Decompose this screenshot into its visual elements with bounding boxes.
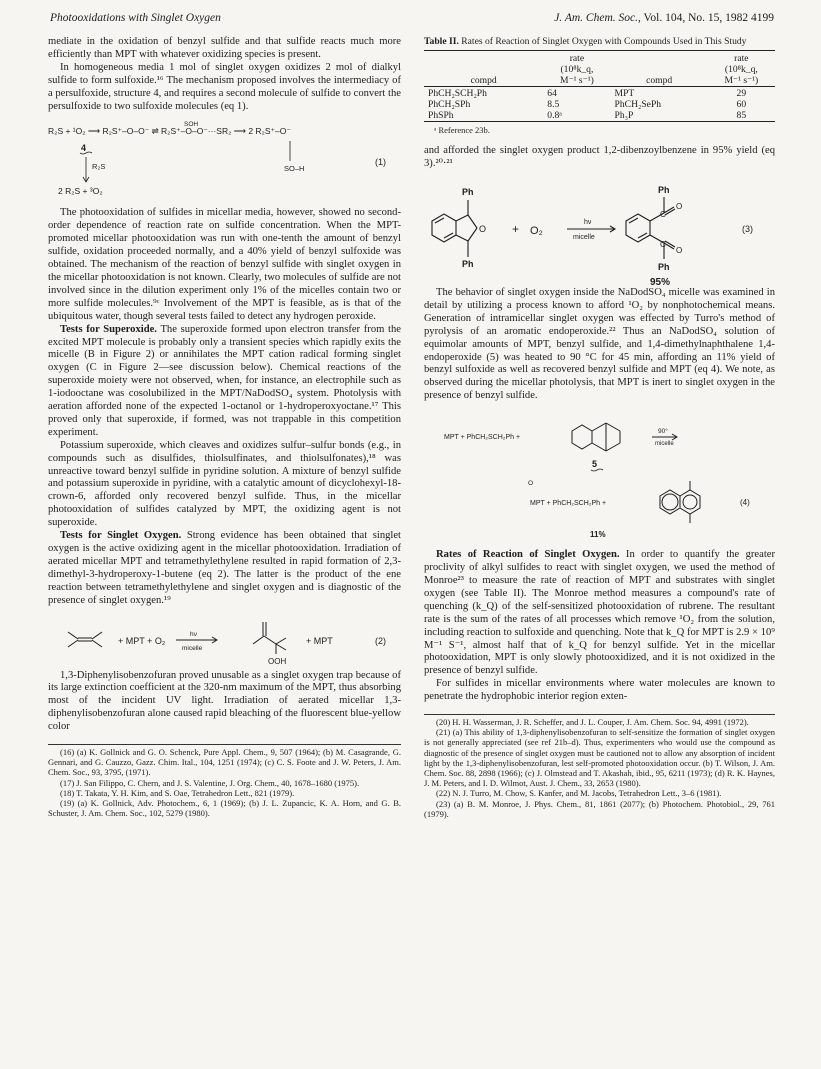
equation-4: [424, 411, 775, 549]
running-header: [50, 12, 774, 28]
table-cell: PhCH₂SCH₂Ph: [428, 88, 487, 99]
table-cell: PhCH₂SPh: [428, 99, 471, 110]
subheading: Rates of Reaction of Singlet Oxygen.: [436, 549, 620, 561]
eq2-reagents: + MPT + O₂: [118, 635, 166, 646]
paragraph-singlet: Tests for Singlet Oxygen. Strong evidence has been obtained that singlet oxygen is the active oxidizing agent in the micellar photooxidation. Irradiation of aerated micellar MPT and tetramethylethylene resulted in rapid formation of 2,3-dimethyl-3-hydroperoxy-1-butene (eq 2). The latter is the product of the ene reaction between tetramethylethylene and singlet oxygen and is diagnostic of the presence of singlet oxygen.¹⁹: [48, 530, 402, 606]
structure-5-label: 5: [592, 459, 598, 470]
equation-3: [424, 175, 775, 287]
ph-label: Ph: [462, 259, 474, 270]
table-footnote: ᵃ Reference 23b.: [434, 125, 490, 135]
table-row: [424, 110, 775, 122]
table-header-row: [424, 53, 775, 87]
eq1-line1: R₂S + ¹O₂ ⟶ R₂S⁺–O–O⁻ ⇌ R₂S⁺–O–O⁻···SR₂ ⟶ 2 R₂S⁺–O⁻: [48, 126, 291, 137]
paragraph-rates: Rates of Reaction of Singlet Oxygen. In order to quantify the greater proclivity of alkyl sulfides to react with singlet oxygen, we used the method of Monroe²³ to measure the rate of reaction of MPT and substrates with singlet oxygen (see Table II). The Monroe method measures a compound's rate of quenching (k_Q) of the self-sensitized photooxidation of rubrene. The resultant rate is the sum of the rates of all processes which remove ¹O₂ from the solution, including reaction to sulfoxide and quenching. Note that k_Q for MPT is 2.9 × 10⁹ M⁻¹ S⁻¹, almost half that of k_Q for benzyl sulfide. Yet in the micellar photooxidation, MPT is only slowly photooxidized, and it is not oxidized in the presence of benzyl sulfide.: [424, 549, 775, 677]
eq1-line2: 2 R₂S + ³O₂: [58, 186, 103, 197]
equation-number: (4): [740, 498, 750, 508]
eq4-temp: 90°: [658, 428, 668, 436]
micelle-label: micelle: [573, 234, 595, 242]
c-label: C: [660, 210, 666, 220]
paragraph: The photooxidation of sulfides in micellar media, however, showed no second-order dependence of reaction rate on sulfide concentration. When the MPT-promoted micellar photooxidation was run with one-tenth the amount of benzyl sulfide, oxidation proceeded normally, and a 40% yield of benzyl sulfoxide was obtained. The mechanism of the reaction of benzyl sulfide with singlet oxygen in the micellar photooxidation is not known. Clearly, two molecules of sulfide are not involved since in the dilution experiment only 1% of the micelles contain two or more sulfide molecules.⁹ᶜ Involvement of the MPT is feasible, as is that of the ubiquitous water, though several tests failed to detect any hydrogen peroxide.: [48, 207, 401, 322]
header-title: Photooxidations with Singlet Oxygen: [50, 12, 221, 24]
table-cell: PhSPh: [428, 110, 454, 121]
footnote: (23) (a) B. M. Monroe, J. Phys. Chem., 81, 1861 (2077); (b) Photochem. Photobiol., 29, 761 (1979).: [424, 798, 775, 819]
eq2-ooh: OOH: [268, 656, 287, 666]
footnote: (17) J. San Filippo, C. Chern, and J. S. Valentine, J. Org. Chem., 40, 1678–1680 (1975).: [60, 777, 360, 788]
footnote: (21) (a) This ability of 1,3-diphenylisobenzofuran to self-sensitize the formation of singlet oxygen is not generally appreciated (see ref 21b–d). Thus, experimenters who would use the compound as diagnostic of the presence of singlet oxygen must be cautioned not to allow any absorption of incident light by the 1,3-diphenylisobenzofuran, lest self-promoted photooxidation occur. (b) T. Wilson, J. Am. Chem. Soc. 88, 2898 (1966); (c) J. Olmstead and T. Akashah, ibid., 95, 6211 (1973); (d) R. K. Haynes, J. M. Peters, and I. D. Wilmot, Aust. J. Chem., 33, 2653 (1980).: [424, 727, 775, 789]
equation-number: (1): [375, 157, 386, 168]
paragraph: In homogeneous media 1 mol of singlet oxygen oxidizes 2 mol of dialkyl sulfide to form sulfoxide.¹⁶ The mechanism proposed involves the intermediacy of a persulfoxide, structure 4, and requires a second molecule of sulfide to convert the persulfoxide to two sulfoxide molecules (eq 1).: [48, 61, 401, 112]
equation-2: [48, 618, 401, 666]
table-caption: Table II. Rates of Reaction of Singlet Oxygen with Compounds Used in This Study: [424, 36, 747, 47]
eq1-over-arrow: SOH: [184, 121, 199, 129]
table-cell: 64: [547, 88, 557, 99]
eq4-o: O: [528, 480, 534, 488]
column-header: compd: [470, 75, 497, 86]
paragraph: Potassium superoxide, which cleaves and oxidizes sulfur–sulfur bonds (e.g., in compounds such as disulfides, thiolsulfinates, and thiolsulfonates),¹⁸ was unreactive toward benzyl sulfide in pyridine solution. A mixture of benzyl sulfide and potassium superoxide in pyridine, with a catalytic amount of dicyclohexyl-18-crown-6, afforded only recovered benzyl sulfide. Thus, in the micellar photooxidation of sulfides catalyzed by MPT, the oxidizing agent is not superoxide.: [48, 439, 401, 529]
table-row: [424, 99, 775, 110]
table-cell: 29: [736, 88, 747, 99]
journal-name: J. Am. Chem. Soc.,: [554, 12, 641, 24]
eq4-products: MPT + PhCH₂SCH₂Ph +: [530, 500, 607, 508]
table-cell: MPT: [614, 88, 635, 99]
ph-label: Ph: [658, 262, 670, 273]
ph-label: Ph: [462, 187, 474, 198]
equation-3-drawing: [424, 175, 775, 287]
equation-number: (3): [742, 224, 753, 235]
yield-label: 95%: [650, 277, 671, 288]
structure-4-label: 4: [81, 143, 87, 154]
equation-number: (2): [375, 635, 386, 646]
footnote-rule: [48, 744, 401, 745]
column-header: rate (10⁸k_q, M⁻¹ s⁻¹): [560, 53, 594, 86]
ph-label: Ph: [658, 185, 670, 196]
paragraph: 1,3-Diphenylisobenzofuran proved unusable as a singlet oxygen trap because of its large extinction coefficient at the 320-nm maximum of the MPT, thus absorbing most of the incident UV light. Irradiation of aerated micellar 1,3-diphenylisobenzofuran alone caused rapid bleaching of the fluorescent blue-yellow color: [48, 669, 401, 733]
table-cell: 0.8ᵃ: [547, 110, 562, 121]
hv-label: hν: [584, 219, 592, 227]
footnote: (20) H. H. Wasserman, J. R. Scheffer, and J. L. Couper, J. Am. Chem. Soc. 94, 4991 (1972).: [436, 717, 749, 728]
footnote: (19) (a) K. Gollnick, Adv. Photochem., 6, 1 (1969); (b) J. L. Zupancic, K. A. Horn, and G. B. Schuster, J. Am. Chem. Soc., 102, 5279 (1980).: [48, 798, 401, 819]
plus-sign: +: [512, 222, 520, 237]
column-header: rate (10⁸k_q, M⁻¹ s⁻¹): [724, 53, 759, 86]
footnote: (16) (a) K. Gollnick and G. O. Schenck, Pure Appl. Chem., 9, 507 (1964); (b) M. Casagrande, G. Gennari, and G. Cauzzo, Gazz. Chim. Ital., 104, 1251 (1974); (c) C. S. Foote and J. W. Peters, J. Am. Chem. Soc., 93, 3795, (1971).: [48, 747, 401, 778]
footnote: (18) T. Takata, Y. H. Kim, and S. Oae, Tetrahedron Lett., 821 (1979).: [60, 787, 295, 798]
journal-volume: Vol. 104, No. 15, 1982 4199: [643, 12, 774, 24]
table-cell: PhCH₂SePh: [614, 99, 662, 110]
paragraph: For sulfides in micellar environments where water molecules are known to penetrate the hydrophobic interior region exten-: [424, 678, 775, 703]
o-label: O: [676, 202, 683, 212]
table-row: [424, 88, 775, 99]
equation-1: [48, 121, 401, 207]
eq1-r2s: R₂S: [92, 162, 106, 172]
left-column: [48, 36, 401, 818]
eq2-micelle: micelle: [182, 644, 203, 652]
eq2-product-mpt: + MPT: [306, 635, 333, 646]
subheading: Tests for Superoxide.: [60, 323, 157, 335]
footnotes-right: [424, 714, 775, 819]
footnote: (22) N. J. Turro, M. Chow, S. Kanfer, and M. Jacobs, Tetrahedron Lett., 3–6 (1981).: [436, 788, 722, 799]
paragraph-superoxide: Tests for Superoxide. The superoxide formed upon electron transfer from the excited MPT molecule is probably only a transient species which rapidly exits the micelle (B in Figure 2) or annihilates the MPT cation radical forming singlet oxygen (C in Figure 2—see discussion below). Chemical reactions of the superoxide moiety were not observed, when, for instance, an electrophile such as 1-iodooctane was cosolubilized in the MPT/NaDodSO₄ system. Photolysis with aeration afforded none of the expected 1-octanol or 1-hydroperoxyoctane.¹⁷ This proved only that superoxide, if formed, was not trappable in this competition experiment.: [48, 323, 401, 438]
right-column: [424, 36, 775, 819]
eq4-reactants: MPT + PhCH₂SCH₂Ph +: [444, 434, 521, 442]
paragraph: and afforded the singlet oxygen product 1,2-dibenzoylbenzene in 95% yield (eq 3).²⁰·²¹: [424, 145, 775, 170]
eq1-soh: SO–H: [284, 164, 305, 174]
eq2-hv: hν: [190, 630, 197, 638]
paragraph: The behavior of singlet oxygen inside the NaDodSO₄ micelle was examined in detail by utilizing a process known to afford ¹O₂ by nonphotochemical means. Generation of intramicellar singlet oxygen was effected by Turro's method of pyrolysis of an aromatic endoperoxide.²² Thus an NaDodSO₄ solution of equimolar amounts of MPT, benzyl sulfide, and 1,4-dimethylnaphthalene 1,4-endoperoxide (5) was heated to 90 °C for 45 min, affording an 11% yield of benzyl sulfoxide as well as recovered benzyl sulfide and MPT (eq 4). We note, as observed during the micellar photolysis, that MPT is inert to singlet oxygen in the presence of benzyl sulfide.: [424, 287, 775, 402]
header-journal-info: [554, 12, 774, 24]
o2-label: O₂: [530, 225, 543, 238]
c-label: C: [660, 240, 666, 250]
equation-4-drawing: [424, 411, 775, 549]
table-cell: Ph₃P: [614, 110, 634, 121]
o-label: O: [676, 246, 683, 256]
table-cell: 60: [736, 99, 747, 110]
table-cell: 8.5: [547, 99, 560, 110]
eq4-micelle: micelle: [655, 441, 674, 448]
table-ii: [424, 50, 775, 123]
footnotes-left: [48, 744, 401, 818]
yield-label: 11%: [590, 530, 606, 540]
table-cell: 85: [736, 110, 747, 121]
paragraph: mediate in the oxidation of benzyl sulfide and that sulfide reacts much more efficiently than MPT with whatever oxidizing species is present.: [48, 36, 401, 60]
subheading: Tests for Singlet Oxygen.: [60, 530, 182, 542]
o-label: O: [479, 224, 487, 235]
column-header: compd: [646, 75, 673, 86]
footnote-rule: [424, 714, 775, 715]
equation-2-drawing: [48, 618, 401, 666]
equation-1-drawing: [48, 121, 401, 207]
